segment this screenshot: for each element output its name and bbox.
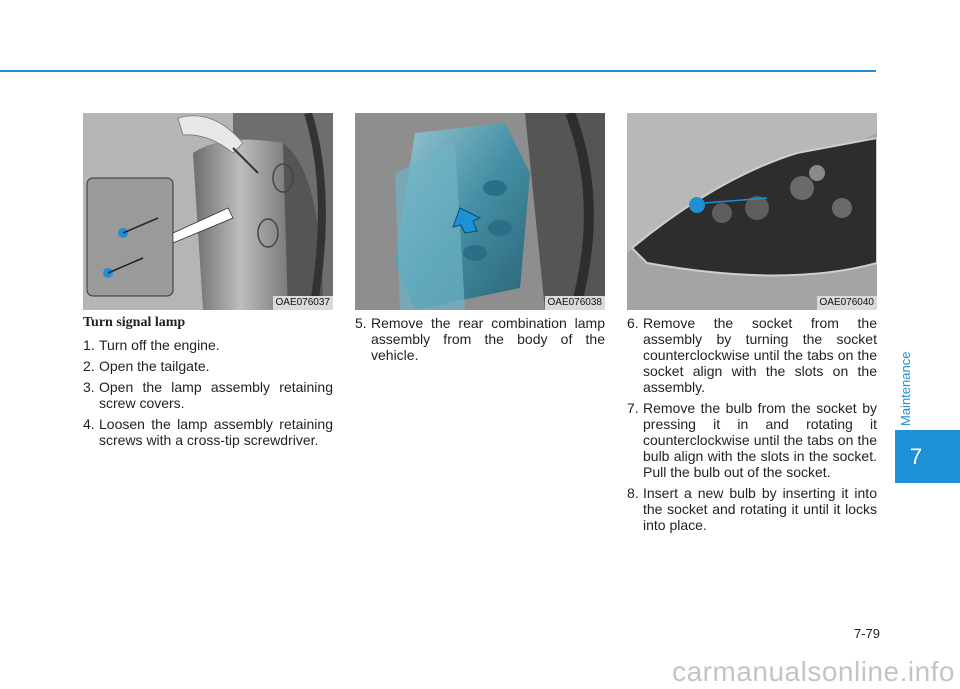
step-text: Remove the rear combination lamp assembly from the body of the vehicle.	[371, 315, 605, 363]
step-item	[83, 416, 333, 448]
page-number: 7-79	[853, 626, 880, 641]
watermark: carmanualsonline.info	[672, 656, 955, 687]
figure-code: OAE076038	[545, 296, 606, 310]
step-number: 6.	[627, 315, 639, 331]
step-item	[83, 358, 333, 374]
step-text: Loosen the lamp assembly retaining screws with a cross-tip screwdriver.	[99, 416, 333, 448]
step-text: Insert a new bulb by inserting it into the socket and rotating it until it locks into place.	[643, 485, 877, 533]
step-text: Turn off the engine.	[99, 337, 220, 353]
step-text: Open the lamp assembly retaining screw covers.	[99, 379, 333, 411]
step-number: 8.	[627, 485, 639, 501]
figure-bulb-socket	[627, 113, 877, 310]
step-text: Open the tailgate.	[99, 358, 210, 374]
section-label: Maintenance	[898, 351, 913, 426]
step-item	[355, 315, 605, 363]
step-number: 5.	[355, 315, 367, 331]
step-item	[83, 337, 333, 353]
step-number: 2.	[83, 358, 95, 374]
step-number: 1.	[83, 337, 95, 353]
step-item	[83, 379, 333, 411]
step-number: 4.	[83, 416, 95, 432]
bulb-socket-illustration	[627, 113, 877, 310]
step-text: Remove the socket from the assembly by turning the socket counterclockwise until the tabs on the socket align with the slots on the assembly.	[643, 315, 877, 395]
chapter-tab	[895, 430, 960, 483]
section-heading: Turn signal lamp	[83, 315, 186, 330]
column-1	[83, 315, 333, 453]
column-2	[355, 315, 605, 368]
step-item	[627, 400, 877, 480]
header-rule	[0, 70, 876, 72]
step-number: 7.	[627, 400, 639, 416]
figure-code: OAE076037	[273, 296, 334, 310]
step-item	[627, 315, 877, 395]
column-3	[627, 315, 877, 538]
figure-screw-covers	[83, 113, 333, 310]
figure-lamp-assembly	[355, 113, 605, 310]
lamp-removal-illustration	[355, 113, 605, 310]
chapter-number: 7	[909, 444, 923, 469]
figure-code: OAE076040	[817, 296, 878, 310]
step-text: Remove the bulb from the socket by pressing it in and rotating it counterclockwise until the tabs on the bulb align with the slots in the socket. Pull the bulb out of the socket.	[643, 400, 877, 480]
step-item	[627, 485, 877, 533]
tailgate-illustration	[83, 113, 333, 310]
step-number: 3.	[83, 379, 95, 395]
